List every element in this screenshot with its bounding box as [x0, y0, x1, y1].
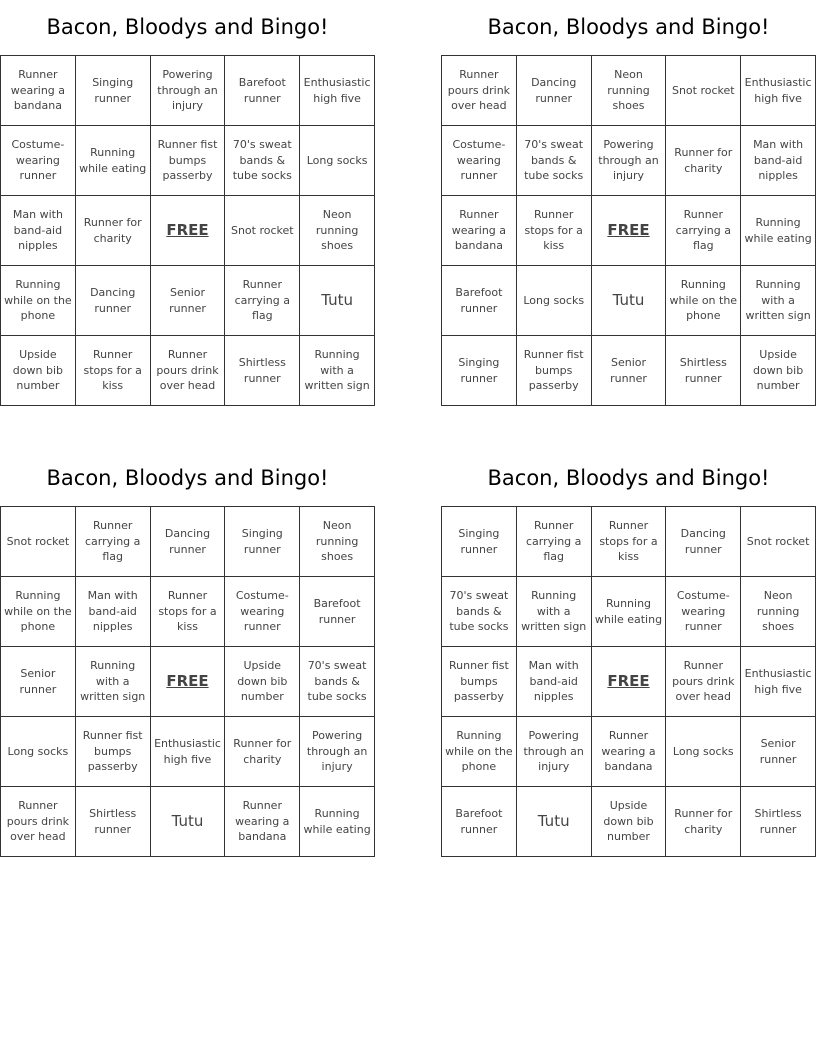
bingo-cell: Running while on the phone: [1, 577, 76, 647]
bingo-cell: Runner carrying a flag: [666, 196, 741, 266]
bingo-cell: Enthusiastic high five: [741, 56, 816, 126]
bingo-cell: Running while eating: [76, 126, 151, 196]
bingo-cell: Dancing runner: [517, 56, 592, 126]
bingo-cell: 70's sweat bands & tube socks: [517, 126, 592, 196]
bingo-cell: Tutu: [592, 266, 667, 336]
bingo-cell: Shirtless runner: [225, 336, 300, 406]
bingo-cell: Man with band-aid nipples: [1, 196, 76, 266]
bingo-cell: Shirtless runner: [666, 336, 741, 406]
bingo-cell: Runner pours drink over head: [1, 787, 76, 857]
bingo-cell: Runner fist bumps passerby: [76, 717, 151, 787]
bingo-cell: Running while eating: [741, 196, 816, 266]
bingo-cell: Singing runner: [76, 56, 151, 126]
bingo-cell: Long socks: [666, 717, 741, 787]
bingo-cell: Runner pours drink over head: [151, 336, 226, 406]
bingo-cell: Enthusiastic high five: [741, 647, 816, 717]
bingo-cell: Powering through an injury: [300, 717, 375, 787]
bingo-card-2: [441, 0, 816, 393]
bingo-cell: Runner fist bumps passerby: [517, 336, 592, 406]
free-space: FREE: [592, 196, 667, 266]
bingo-cell: Singing runner: [442, 336, 517, 406]
bingo-cell: Tutu: [300, 266, 375, 336]
bingo-cell: Enthusiastic high five: [151, 717, 226, 787]
bingo-cell: Runner for charity: [225, 717, 300, 787]
bingo-cell: Running while eating: [300, 787, 375, 857]
bingo-cell: Runner carrying a flag: [76, 507, 151, 577]
bingo-cell: Running with a written sign: [76, 647, 151, 717]
bingo-cell: Runner stops for a kiss: [151, 577, 226, 647]
bingo-cell: Man with band-aid nipples: [517, 647, 592, 717]
bingo-cell: Runner stops for a kiss: [76, 336, 151, 406]
bingo-cell: Running while on the phone: [442, 717, 517, 787]
bingo-cell: Runner wearing a bandana: [1, 56, 76, 126]
bingo-cell: Running while on the phone: [1, 266, 76, 336]
bingo-cell: Runner for charity: [666, 126, 741, 196]
bingo-cell: Tutu: [151, 787, 226, 857]
bingo-cell: Barefoot runner: [225, 56, 300, 126]
bingo-cell: Costume-wearing runner: [225, 577, 300, 647]
bingo-cell: Costume-wearing runner: [1, 126, 76, 196]
bingo-cell: Neon running shoes: [300, 196, 375, 266]
bingo-cell: Neon running shoes: [592, 56, 667, 126]
bingo-cell: Neon running shoes: [741, 577, 816, 647]
bingo-cell: Runner stops for a kiss: [592, 507, 667, 577]
bingo-cell: Powering through an injury: [517, 717, 592, 787]
bingo-cell: Senior runner: [1, 647, 76, 717]
bingo-cell: Dancing runner: [151, 507, 226, 577]
bingo-cell: Upside down bib number: [741, 336, 816, 406]
bingo-grid: [0, 55, 375, 406]
card-title: Bacon, Bloodys and Bingo!: [487, 15, 770, 39]
bingo-grid: [0, 506, 375, 857]
bingo-cell: Runner fist bumps passerby: [442, 647, 517, 717]
bingo-cell: Powering through an injury: [151, 56, 226, 126]
bingo-cell: Costume-wearing runner: [442, 126, 517, 196]
bingo-cell: Man with band-aid nipples: [741, 126, 816, 196]
bingo-cell: Running with a written sign: [741, 266, 816, 336]
bingo-cell: Snot rocket: [741, 507, 816, 577]
bingo-cell: Shirtless runner: [76, 787, 151, 857]
bingo-cell: Senior runner: [741, 717, 816, 787]
bingo-cell: Costume-wearing runner: [666, 577, 741, 647]
bingo-cell: Neon running shoes: [300, 507, 375, 577]
bingo-cell: Running while eating: [592, 577, 667, 647]
bingo-cell: Barefoot runner: [300, 577, 375, 647]
bingo-cell: Long socks: [300, 126, 375, 196]
bingo-cell: Dancing runner: [76, 266, 151, 336]
bingo-cell: Runner carrying a flag: [225, 266, 300, 336]
bingo-cell: Runner for charity: [666, 787, 741, 857]
bingo-cell: Shirtless runner: [741, 787, 816, 857]
bingo-cell: Long socks: [1, 717, 76, 787]
bingo-cell: Enthusiastic high five: [300, 56, 375, 126]
bingo-cell: Senior runner: [151, 266, 226, 336]
card-title: Bacon, Bloodys and Bingo!: [46, 15, 329, 39]
card-title: Bacon, Bloodys and Bingo!: [46, 466, 329, 490]
bingo-cell: Dancing runner: [666, 507, 741, 577]
free-space: FREE: [151, 196, 226, 266]
bingo-cell: Runner wearing a bandana: [225, 787, 300, 857]
bingo-cell: Runner wearing a bandana: [442, 196, 517, 266]
bingo-cell: 70's sweat bands & tube socks: [442, 577, 517, 647]
bingo-cell: Runner pours drink over head: [442, 56, 517, 126]
bingo-cell: Upside down bib number: [225, 647, 300, 717]
bingo-cell: Senior runner: [592, 336, 667, 406]
bingo-cell: Runner stops for a kiss: [517, 196, 592, 266]
bingo-cell: Runner pours drink over head: [666, 647, 741, 717]
bingo-cell: Runner fist bumps passerby: [151, 126, 226, 196]
bingo-cell: Upside down bib number: [1, 336, 76, 406]
bingo-cell: Singing runner: [442, 507, 517, 577]
bingo-cell: Snot rocket: [666, 56, 741, 126]
bingo-card-4: [441, 451, 816, 844]
bingo-cell: Barefoot runner: [442, 787, 517, 857]
free-space: FREE: [592, 647, 667, 717]
bingo-card-1: [0, 0, 375, 393]
bingo-cell: Runner carrying a flag: [517, 507, 592, 577]
bingo-cell: Man with band-aid nipples: [76, 577, 151, 647]
bingo-card-3: [0, 451, 375, 844]
bingo-cell: Barefoot runner: [442, 266, 517, 336]
bingo-cell: Running with a written sign: [300, 336, 375, 406]
free-space: FREE: [151, 647, 226, 717]
bingo-cell: Runner for charity: [76, 196, 151, 266]
bingo-cell: Powering through an injury: [592, 126, 667, 196]
bingo-cell: Runner wearing a bandana: [592, 717, 667, 787]
bingo-cell: 70's sweat bands & tube socks: [225, 126, 300, 196]
bingo-grid: [441, 55, 816, 406]
bingo-cell: Tutu: [517, 787, 592, 857]
bingo-cell: Long socks: [517, 266, 592, 336]
bingo-grid: [441, 506, 816, 857]
card-title: Bacon, Bloodys and Bingo!: [487, 466, 770, 490]
bingo-cell: Snot rocket: [1, 507, 76, 577]
bingo-cell: Running while on the phone: [666, 266, 741, 336]
bingo-cell: Singing runner: [225, 507, 300, 577]
bingo-cell: Upside down bib number: [592, 787, 667, 857]
bingo-cell: Running with a written sign: [517, 577, 592, 647]
bingo-cell: 70's sweat bands & tube socks: [300, 647, 375, 717]
bingo-cell: Snot rocket: [225, 196, 300, 266]
